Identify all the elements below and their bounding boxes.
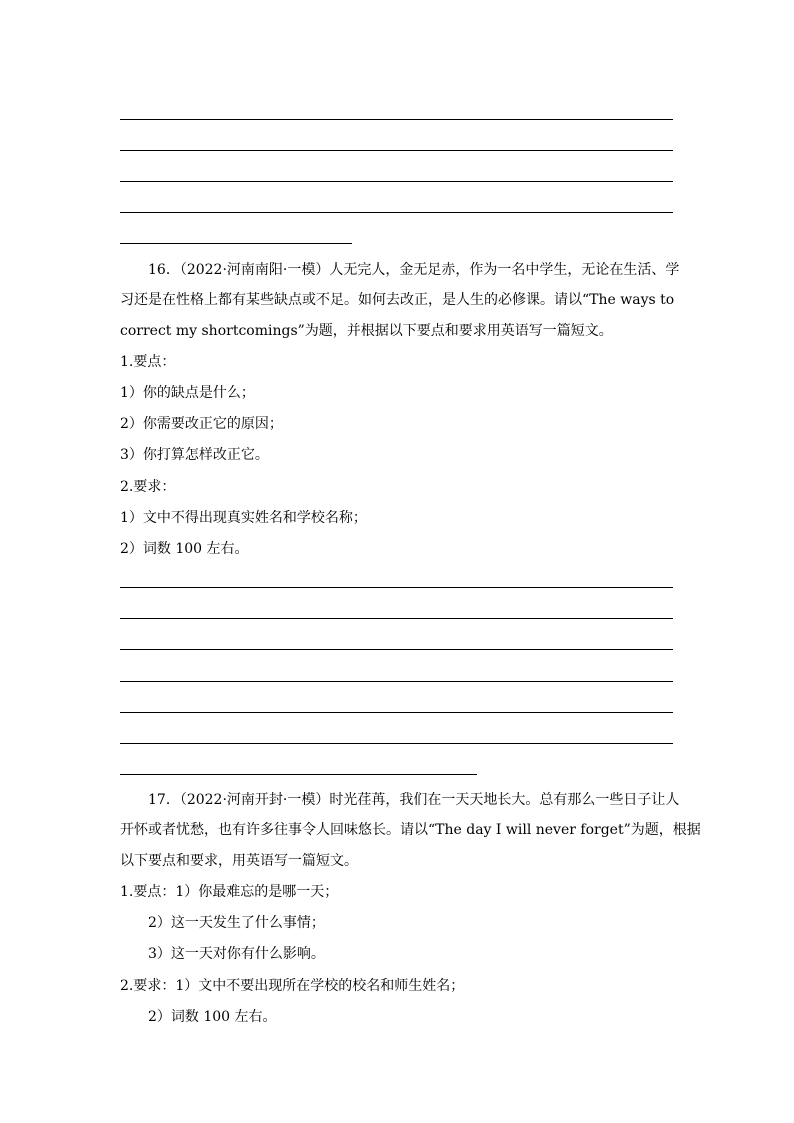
answer-line-short	[120, 243, 352, 244]
answer-line	[120, 681, 673, 682]
q16-points-title: 1.要点：	[120, 354, 176, 370]
answer-line-short	[120, 774, 477, 775]
q17-requirement-1: 2.要求：1）文中不要出现所在学校的校名和师生姓名；	[120, 978, 465, 994]
answer-line	[120, 743, 673, 744]
q17-intro-line-1: 17．（2022·河南开封·一模）时光荏苒，我们在一天天地长大。总有那么一些日子让人	[148, 792, 680, 808]
q16-intro-line-1: 16．（2022·河南南阳·一模）人无完人，金无足赤，作为一名中学生，无论在生活、学	[148, 262, 680, 278]
q17-point-3: 3）这一天对你有什么影响。	[148, 946, 325, 962]
answer-line	[120, 150, 673, 151]
answer-line	[120, 712, 673, 713]
q16-point-3: 3）你打算怎样改正它。	[120, 447, 269, 463]
q17-requirement-2: 2）词数 100 左右。	[148, 1009, 277, 1025]
answer-line	[120, 181, 673, 182]
answer-line	[120, 212, 673, 213]
q16-requirement-2: 2）词数 100 左右。	[120, 541, 249, 557]
q16-requirement-1: 1）文中不得出现真实姓名和学校名称；	[120, 510, 367, 526]
q17-intro-line-2: 开怀或者忧愁，也有许多往事令人回味悠长。请以“The day I will never forget”为题，根据	[120, 822, 701, 838]
q16-intro-line-3: correct my shortcomings”为题，并根据以下要点和要求用英语写一篇短文。	[120, 323, 613, 339]
answer-line	[120, 587, 673, 588]
answer-line	[120, 618, 673, 619]
q17-intro-line-3: 以下要点和要求，用英语写一篇短文。	[120, 853, 358, 869]
q16-intro-line-2: 习还是在性格上都有某些缺点或不足。如何去改正，是人生的必修课。请以“The ways to	[120, 292, 675, 308]
q16-point-2: 2）你需要改正它的原因；	[120, 416, 283, 432]
q17-point-2: 2）这一天发生了什么事情；	[148, 915, 325, 931]
answer-line	[120, 119, 673, 120]
answer-line	[120, 649, 673, 650]
q17-point-1: 1.要点：1）你最难忘的是哪一天；	[120, 884, 339, 900]
q16-point-1: 1）你的缺点是什么；	[120, 385, 255, 401]
q16-requirements-title: 2.要求：	[120, 479, 176, 495]
